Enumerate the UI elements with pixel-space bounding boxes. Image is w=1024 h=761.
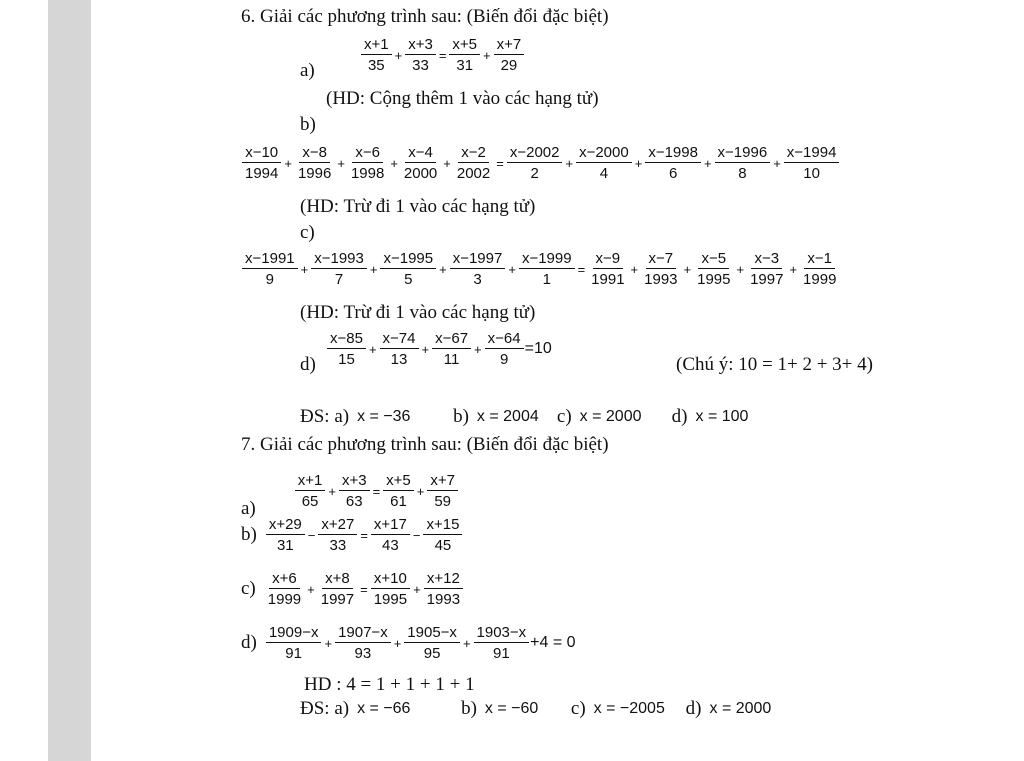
denominator: 29 xyxy=(500,57,518,74)
numerator: x−1997 xyxy=(450,250,506,269)
fraction xyxy=(265,624,323,662)
fraction xyxy=(403,624,461,662)
numerator: x−85 xyxy=(327,330,366,349)
denominator: 43 xyxy=(382,537,399,554)
numerator: x−2 xyxy=(458,144,489,163)
fraction xyxy=(334,624,392,662)
numerator: x+12 xyxy=(424,570,463,589)
fraction xyxy=(493,36,526,74)
denominator: 5 xyxy=(404,271,413,288)
denominator: 1993 xyxy=(426,591,461,608)
numerator: x+6 xyxy=(269,570,300,589)
fraction xyxy=(431,330,472,368)
numerator: x−1999 xyxy=(519,250,575,269)
answer-prefix: ĐS: a) xyxy=(300,698,350,719)
plus-sign: + xyxy=(416,483,425,499)
numerator: x+5 xyxy=(449,36,480,55)
fraction xyxy=(422,516,463,554)
fraction xyxy=(241,144,282,182)
plus-sign: + xyxy=(483,47,491,63)
numerator: x+29 xyxy=(266,516,305,535)
label-6d: d) xyxy=(300,354,316,375)
denominator: 93 xyxy=(354,645,372,662)
fraction xyxy=(294,144,335,182)
fraction xyxy=(714,144,772,182)
numerator: x+10 xyxy=(371,570,410,589)
equals-sign: = xyxy=(577,261,586,277)
fraction xyxy=(640,250,681,288)
fraction xyxy=(404,36,437,74)
denominator: 6 xyxy=(668,165,678,182)
fraction xyxy=(400,144,441,182)
denominator: 7 xyxy=(334,271,344,288)
fraction xyxy=(382,472,415,510)
answer-6a: x = −36 xyxy=(357,408,411,425)
fraction xyxy=(370,570,411,608)
numerator: x−2002 xyxy=(507,144,563,163)
fraction xyxy=(426,472,459,510)
answer-7b: x = −60 xyxy=(484,700,539,717)
numerator: x+7 xyxy=(427,472,458,491)
equation-6d xyxy=(326,330,552,368)
document-side-margin xyxy=(48,0,91,761)
plus-sign: + xyxy=(307,581,315,597)
denominator: 2002 xyxy=(456,165,491,182)
minus-sign: − xyxy=(307,527,316,543)
numerator: 1909−x xyxy=(266,624,322,643)
numerator: x−1 xyxy=(804,250,835,269)
numerator: x+3 xyxy=(339,472,370,491)
label-6a: a) xyxy=(300,60,315,81)
numerator: x−9 xyxy=(593,250,624,269)
fraction xyxy=(799,250,840,288)
fraction xyxy=(575,144,633,182)
fraction xyxy=(370,516,411,554)
numerator: x−1995 xyxy=(380,250,436,269)
denominator: 2000 xyxy=(403,165,438,182)
denominator: 1995 xyxy=(373,591,408,608)
fraction xyxy=(379,250,437,288)
fraction xyxy=(360,36,393,74)
plus-sign: + xyxy=(683,261,692,277)
answers-6 xyxy=(300,406,748,428)
plus-sign: + xyxy=(773,155,781,171)
numerator: 1905−x xyxy=(404,624,460,643)
label-7c: c) xyxy=(241,578,256,599)
numerator: 1907−x xyxy=(335,624,391,643)
numerator: x−5 xyxy=(698,250,729,269)
plus-sign: + xyxy=(634,155,643,171)
fraction xyxy=(448,36,481,74)
plus-sign: + xyxy=(300,261,309,277)
equation-rhs: =10 xyxy=(524,340,552,357)
plus-sign: + xyxy=(421,341,430,357)
denominator: 95 xyxy=(423,645,441,662)
fraction xyxy=(379,330,420,368)
denominator: 1999 xyxy=(267,591,302,608)
denominator: 8 xyxy=(738,165,747,182)
numerator: x−8 xyxy=(299,144,330,163)
numerator: x−1998 xyxy=(645,144,701,163)
numerator: x−1991 xyxy=(242,250,298,269)
denominator: 61 xyxy=(390,493,407,510)
fraction xyxy=(644,144,702,182)
numerator: x+15 xyxy=(423,516,462,535)
denominator: 1997 xyxy=(320,591,355,608)
numerator: x−6 xyxy=(352,144,383,163)
answers-7 xyxy=(300,698,771,720)
plus-sign: + xyxy=(394,47,403,63)
equation-tail: +4 = 0 xyxy=(530,634,576,651)
label-7d: d) xyxy=(241,632,257,653)
denominator: 33 xyxy=(329,537,347,554)
problem-6-title: 6. Giải các phương trình sau: (Biến đổi đặc biệt) xyxy=(241,6,609,27)
numerator: x−74 xyxy=(380,330,419,349)
fraction xyxy=(326,330,367,368)
fraction xyxy=(338,472,371,510)
denominator: 33 xyxy=(412,57,429,74)
fraction xyxy=(693,250,734,288)
denominator: 1994 xyxy=(245,165,279,182)
numerator: x−4 xyxy=(405,144,436,163)
denominator: 1999 xyxy=(803,271,837,288)
denominator: 10 xyxy=(803,165,820,182)
label-7b: b) xyxy=(241,524,257,545)
denominator: 13 xyxy=(390,351,408,368)
plus-sign: + xyxy=(284,155,292,171)
label-6b: b) xyxy=(300,114,316,135)
denominator: 1993 xyxy=(644,271,678,288)
numerator: x−10 xyxy=(242,144,281,163)
plus-sign: + xyxy=(565,155,574,171)
equals-sign: = xyxy=(438,47,447,63)
answer-label-c: c) xyxy=(556,406,572,427)
fraction xyxy=(317,570,358,608)
left-margin xyxy=(0,0,48,761)
denominator: 35 xyxy=(367,57,385,74)
numerator: x+3 xyxy=(405,36,436,55)
plus-sign: + xyxy=(328,483,336,499)
equals-sign: = xyxy=(496,155,504,171)
numerator: x+8 xyxy=(322,570,353,589)
plus-sign: + xyxy=(736,261,745,277)
denominator: 1997 xyxy=(750,271,784,288)
denominator: 3 xyxy=(473,271,482,288)
fraction xyxy=(347,144,388,182)
hint-7: HD : 4 = 1 + 1 + 1 + 1 xyxy=(304,674,475,695)
answer-label-d: d) xyxy=(685,698,702,719)
plus-sign: + xyxy=(508,261,516,277)
answer-7d: x = 2000 xyxy=(709,700,772,717)
plus-sign: + xyxy=(369,261,378,277)
numerator: x−67 xyxy=(432,330,471,349)
denominator: 9 xyxy=(265,271,274,288)
fraction xyxy=(294,472,327,510)
denominator: 59 xyxy=(434,493,452,510)
numerator: x+27 xyxy=(318,516,357,535)
plus-sign: + xyxy=(630,261,639,277)
equation-6c xyxy=(241,250,840,288)
denominator: 65 xyxy=(301,493,319,510)
equals-sign: = xyxy=(372,483,381,499)
numerator: x−3 xyxy=(751,250,782,269)
hint-6c: (HD: Trừ đi 1 vào các hạng tử) xyxy=(300,302,536,323)
numerator: x−2000 xyxy=(576,144,632,163)
note-6d: (Chú ý: 10 = 1+ 2 + 3+ 4) xyxy=(676,354,873,375)
plus-sign: + xyxy=(337,155,345,171)
numerator: x−1996 xyxy=(715,144,771,163)
answer-7c: x = −2005 xyxy=(593,700,665,717)
plus-sign: + xyxy=(393,635,402,651)
fraction xyxy=(265,516,306,554)
numerator: x−7 xyxy=(646,250,677,269)
answer-6c: x = 2000 xyxy=(579,408,642,425)
fraction xyxy=(783,144,841,182)
denominator: 1996 xyxy=(297,165,332,182)
denominator: 11 xyxy=(443,351,460,368)
minus-sign: − xyxy=(412,527,421,543)
equation-7c xyxy=(241,570,464,608)
denominator: 31 xyxy=(456,57,474,74)
answer-6d: x = 100 xyxy=(695,408,749,425)
label-7a: a) xyxy=(241,498,256,519)
denominator: 1995 xyxy=(697,271,731,288)
denominator: 45 xyxy=(434,537,452,554)
equals-sign: = xyxy=(360,581,368,597)
fraction xyxy=(484,330,525,368)
numerator: x+1 xyxy=(295,472,326,491)
plus-sign: + xyxy=(462,635,471,651)
answer-label-b: b) xyxy=(453,406,469,427)
plus-sign: + xyxy=(390,155,398,171)
denominator: 1 xyxy=(542,271,551,288)
numerator: x+1 xyxy=(361,36,392,55)
fraction xyxy=(518,250,576,288)
answer-label-d: d) xyxy=(671,406,688,427)
denominator: 15 xyxy=(338,351,355,368)
fraction xyxy=(317,516,358,554)
equation-7b xyxy=(241,516,463,554)
denominator: 91 xyxy=(493,645,510,662)
equals-sign: = xyxy=(360,527,368,543)
plus-sign: + xyxy=(443,155,451,171)
plus-sign: + xyxy=(324,635,333,651)
answer-label-c: c) xyxy=(570,698,586,719)
denominator: 91 xyxy=(285,645,302,662)
fraction xyxy=(473,624,531,662)
numerator: 1903−x xyxy=(474,624,530,643)
plus-sign: + xyxy=(789,261,798,277)
numerator: x+5 xyxy=(383,472,414,491)
fraction xyxy=(587,250,628,288)
hint-6b: (HD: Trừ đi 1 vào các hạng tử) xyxy=(300,196,536,217)
numerator: x−1994 xyxy=(784,144,840,163)
plus-sign: + xyxy=(703,155,712,171)
numerator: x+7 xyxy=(494,36,525,55)
answer-prefix: ĐS: a) xyxy=(300,406,350,427)
plus-sign: + xyxy=(474,341,482,357)
answer-6b: x = 2004 xyxy=(476,408,539,425)
plus-sign: + xyxy=(368,341,377,357)
equation-6a xyxy=(360,36,525,74)
denominator: 1998 xyxy=(350,165,385,182)
numerator: x−64 xyxy=(485,330,524,349)
equation-7a xyxy=(241,462,459,520)
label-6c: c) xyxy=(300,222,315,243)
answer-7a: x = −66 xyxy=(357,700,411,717)
fraction xyxy=(746,250,787,288)
hint-6a: (HD: Cộng thêm 1 vào các hạng tử) xyxy=(326,88,599,109)
fraction xyxy=(264,570,305,608)
denominator: 2 xyxy=(530,165,539,182)
plus-sign: + xyxy=(413,581,421,597)
denominator: 4 xyxy=(599,165,609,182)
denominator: 1991 xyxy=(591,271,625,288)
fraction xyxy=(453,144,494,182)
fraction xyxy=(310,250,368,288)
problem-7-title: 7. Giải các phương trình sau: (Biến đổi đặc biệt) xyxy=(241,434,609,455)
plus-sign: + xyxy=(439,261,447,277)
denominator: 9 xyxy=(499,351,509,368)
denominator: 31 xyxy=(276,537,294,554)
equation-6b xyxy=(241,144,840,182)
fraction xyxy=(506,144,564,182)
numerator: x−1993 xyxy=(311,250,367,269)
denominator: 63 xyxy=(345,493,363,510)
fraction xyxy=(449,250,507,288)
fraction xyxy=(241,250,299,288)
answer-label-b: b) xyxy=(461,698,477,719)
equation-7d xyxy=(241,624,576,662)
numerator: x+17 xyxy=(371,516,410,535)
fraction xyxy=(423,570,464,608)
